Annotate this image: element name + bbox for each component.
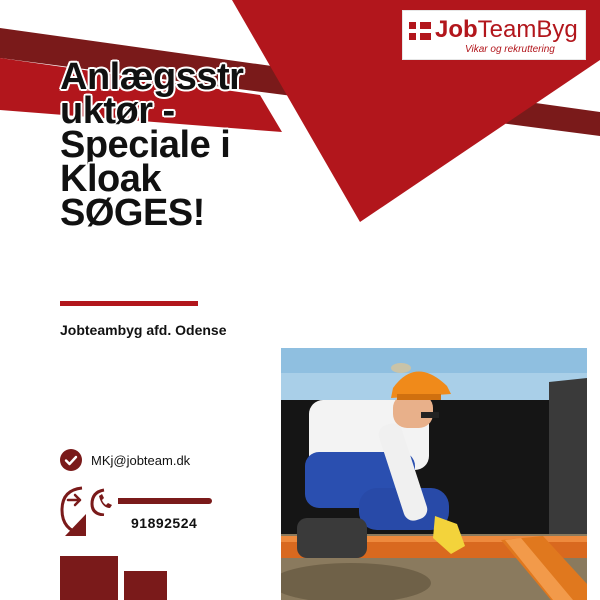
arrow-right-icon — [60, 486, 88, 536]
phone-icon — [90, 488, 116, 516]
phone-accent-bar — [118, 498, 212, 504]
decor-block-small — [124, 571, 167, 600]
logo-name — [435, 16, 578, 44]
danish-flag-icon — [409, 22, 431, 40]
construction-worker-photo — [281, 348, 587, 600]
check-circle-icon — [60, 449, 82, 471]
email-link[interactable]: MKj@jobteam.dk — [91, 453, 191, 468]
accent-divider — [60, 301, 198, 306]
phone-number[interactable]: 91892524 — [131, 515, 198, 531]
decor-block-large — [60, 556, 118, 600]
page-title: Anlægsstruktør - Speciale i Kloak SØGES! — [60, 56, 244, 234]
logo — [402, 10, 586, 60]
logo-name-regular: TeamByg — [477, 16, 578, 43]
location-text: Jobteambyg afd. Odense — [60, 322, 227, 338]
logo-tagline: Vikar og rekruttering — [465, 44, 555, 55]
logo-name-bold: Job — [435, 16, 478, 43]
